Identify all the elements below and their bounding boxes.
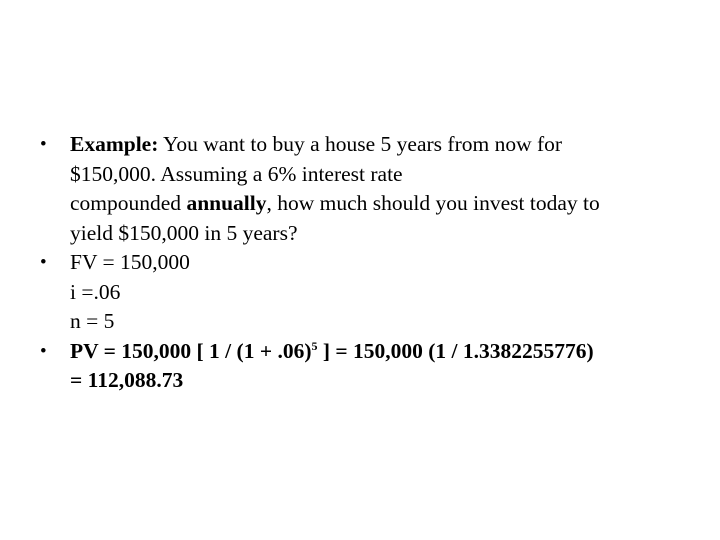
- pv-result: = 112,088.73: [70, 368, 184, 392]
- example-label: Example:: [70, 132, 159, 156]
- bullet-marker: •: [40, 340, 47, 362]
- example-text-3b: , how much should you invest today to: [266, 191, 600, 215]
- bullet-marker: •: [40, 252, 47, 273]
- bullet-marker: •: [40, 134, 47, 155]
- bullet-given-values: [40, 248, 680, 337]
- fv-value: FV = 150,000: [70, 250, 190, 274]
- i-value: i =.06: [70, 279, 121, 304]
- bullet-pv-formula: [40, 337, 680, 396]
- example-line-4: yield $150,000 in 5 years?: [70, 220, 298, 245]
- example-line-3: [70, 189, 680, 219]
- example-line-2: $150,000. Assuming a 6% interest rate: [70, 161, 403, 186]
- example-text-1: You want to buy a house 5 years from now for: [158, 132, 563, 156]
- bullet-example: [40, 130, 680, 248]
- example-line-1: [70, 130, 680, 160]
- slide-body: [40, 130, 680, 396]
- pv-formula-pre: PV = 150,000 [ 1 / (1 + .06): [70, 338, 312, 363]
- pv-formula-post: ] = 150,000 (1 / 1.3382255776): [317, 338, 594, 363]
- n-value: n = 5: [70, 309, 115, 333]
- pv-exponent: 5: [311, 338, 318, 353]
- annually-emphasis: annually: [186, 191, 267, 215]
- example-text-3a: compounded: [70, 191, 187, 215]
- pv-formula-line: [70, 337, 680, 367]
